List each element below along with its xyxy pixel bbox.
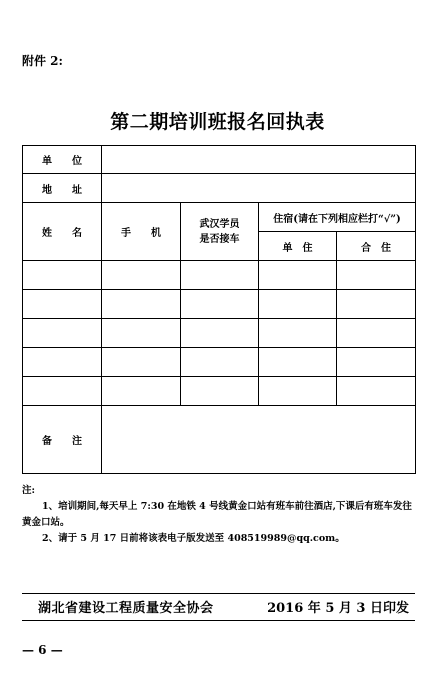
single-room-cell[interactable] [259,319,337,348]
shared-room-cell[interactable] [337,290,416,319]
footer-bottom-rule [22,620,415,621]
shared-room-cell[interactable] [337,319,416,348]
address-label: 地 址 [23,174,102,203]
attachment-label: 附件 2: [22,54,63,68]
note-item-1: 1、培训期间,每天早上 7:30 在地铁 4 号线黄金口站有班车前往酒店,下课后有班车发往黄金口站。 [22,501,412,528]
single-room-cell[interactable] [259,377,337,406]
shared-room-header: 合 住 [337,232,416,261]
single-room-cell[interactable] [259,261,337,290]
pickup-header-line2: 是否接车 [199,233,240,245]
pickup-cell[interactable] [181,261,259,290]
table-row [23,261,416,290]
remarks-row [23,406,416,474]
unit-field[interactable] [102,146,416,174]
name-header: 姓 名 [23,203,102,261]
phone-cell[interactable] [102,377,181,406]
single-room-cell[interactable] [259,290,337,319]
footer-date: 2016 年 5 月 3 日印发 [267,601,409,616]
phone-header: 手 机 [102,203,181,261]
pickup-cell[interactable] [181,319,259,348]
remarks-field[interactable] [102,406,416,474]
pickup-header-line1: 武汉学员 [199,218,240,230]
notes-heading: 注: [22,485,36,496]
shared-room-cell[interactable] [337,261,416,290]
unit-row [23,146,416,174]
single-room-cell[interactable] [259,348,337,377]
phone-cell[interactable] [102,290,181,319]
name-cell[interactable] [23,290,102,319]
phone-cell[interactable] [102,261,181,290]
address-field[interactable] [102,174,416,203]
table-row [23,348,416,377]
notes [22,483,415,547]
name-cell[interactable] [23,319,102,348]
unit-label: 单 位 [23,146,102,174]
phone-cell[interactable] [102,319,181,348]
pickup-header [181,203,259,261]
name-cell[interactable] [23,348,102,377]
table-row [23,377,416,406]
pickup-cell[interactable] [181,290,259,319]
table-row [23,290,416,319]
single-room-header: 单 住 [259,232,337,261]
lodging-header: 住宿(请在下列相应栏打“√”) [259,203,416,232]
page-title: 第二期培训班报名回执表 [110,111,325,133]
shared-room-cell[interactable] [337,348,416,377]
remarks-label: 备 注 [23,406,102,474]
phone-cell[interactable] [102,348,181,377]
name-cell[interactable] [23,261,102,290]
table-row [23,319,416,348]
note-item-2: 2、请于 5 月 17 日前将该表电子版发送至 408519989@qq.com。 [42,533,345,544]
header-row [23,203,416,232]
registration-form-table [22,145,416,474]
page-number: — 6 — [22,643,63,657]
pickup-cell[interactable] [181,377,259,406]
footer-organization: 湖北省建设工程质量安全协会 [38,601,214,616]
name-cell[interactable] [23,377,102,406]
pickup-cell[interactable] [181,348,259,377]
address-row [23,174,416,203]
footer-top-rule [22,593,415,594]
shared-room-cell[interactable] [337,377,416,406]
